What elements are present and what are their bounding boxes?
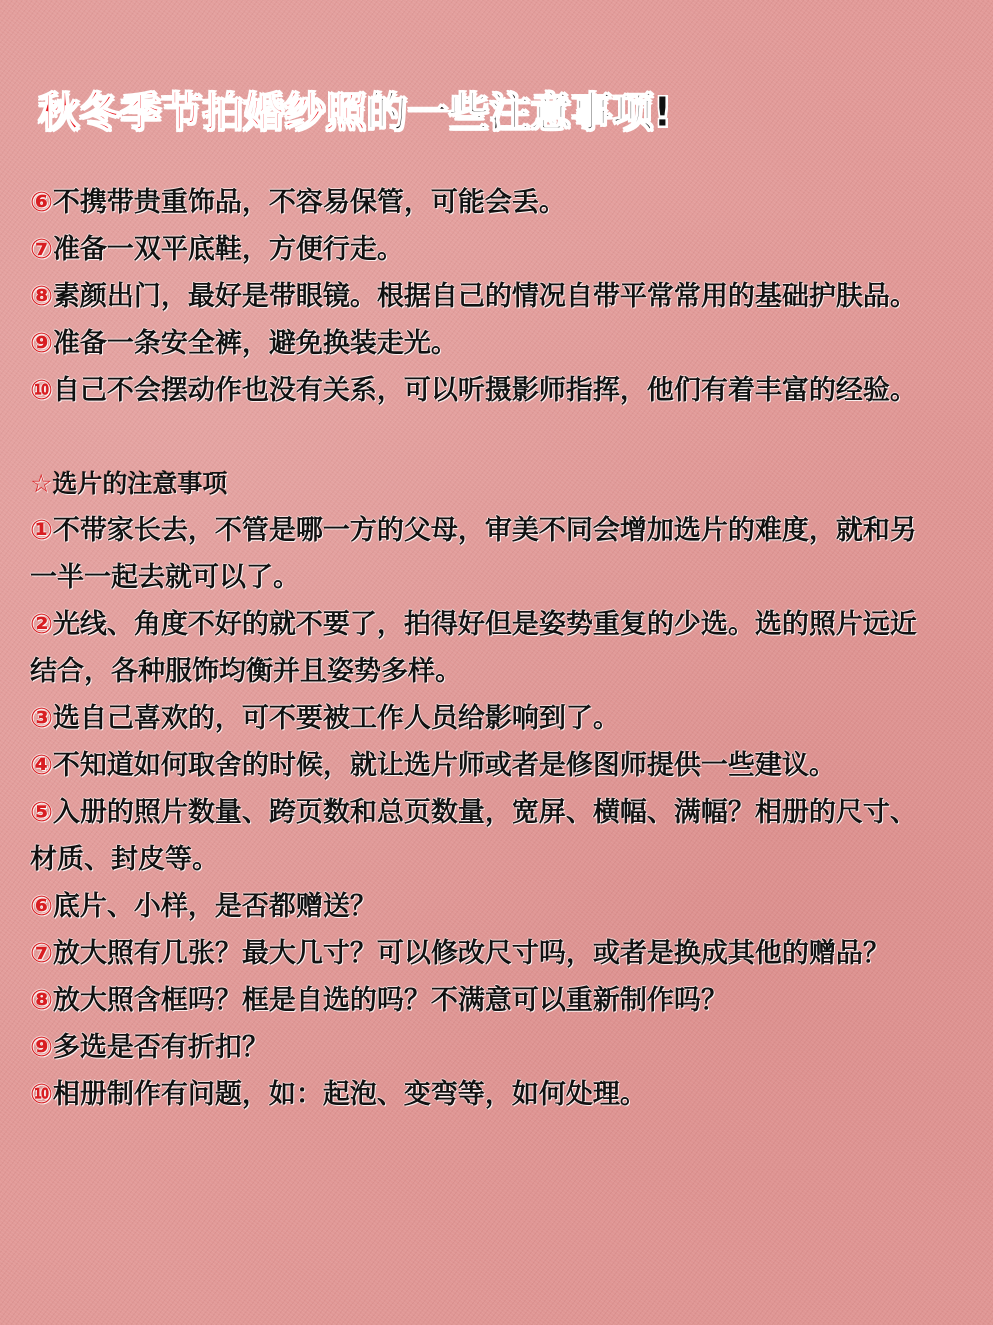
title-highlight: 秋冬季节拍婚纱照 <box>38 88 366 136</box>
tip-text: 放大照含框吗？框是自选的吗？不满意可以重新制作吗？ <box>52 985 728 1016</box>
tip-text: 自己不会摆动作也没有关系，可以听摄影师指挥，他们有着丰富的经验。 <box>52 375 917 406</box>
page-title <box>38 80 930 144</box>
selection-tip-item <box>30 977 930 1024</box>
selection-tips-section <box>30 507 930 1118</box>
star-icon: ☆ <box>30 469 53 498</box>
selection-tip-item <box>30 930 930 977</box>
tip-item <box>30 367 930 414</box>
tip-number: ⑨ <box>30 328 53 359</box>
tip-number: ⑧ <box>30 985 53 1016</box>
selection-tip-item <box>30 742 930 789</box>
tip-text: 底片、小样，是否都赠送？ <box>52 891 377 922</box>
tip-text: 不带家长去，不管是哪一方的父母，审美不同会增加选片的难度，就和另一半一起去就可以了。 <box>30 515 917 593</box>
tip-text: 不知道如何取舍的时候，就让选片师或者是修图师提供一些建议。 <box>52 750 836 781</box>
tip-item <box>30 179 930 226</box>
selection-tip-item <box>30 695 930 742</box>
tip-number: ⑩ <box>30 1079 53 1110</box>
tip-text: 素颜出门，最好是带眼镜。根据自己的情况自带平常常用的基础护肤品。 <box>52 281 917 312</box>
tip-text: 相册制作有问题，如：起泡、变弯等，如何处理。 <box>52 1079 647 1110</box>
tips-section <box>30 179 930 414</box>
tip-item <box>30 273 930 320</box>
title-rest: 的一些注意事项! <box>366 88 672 136</box>
tip-text: 光线、角度不好的就不要了，拍得好但是姿势重复的少选。选的照片远近结合，各种服饰均衡并且姿势多样。 <box>30 609 917 687</box>
tip-text: 准备一条安全裤，避免换装走光。 <box>52 328 458 359</box>
section-heading-text: 选片的注意事项 <box>52 469 228 498</box>
selection-tip-item <box>30 1024 930 1071</box>
tip-text: 多选是否有折扣？ <box>52 1032 269 1063</box>
section-heading <box>30 460 930 507</box>
selection-tip-item <box>30 789 930 883</box>
tip-number: ④ <box>30 750 53 781</box>
selection-tip-item <box>30 883 930 930</box>
tip-number: ⑦ <box>30 938 53 969</box>
tip-text: 不携带贵重饰品，不容易保管，可能会丢。 <box>52 187 566 218</box>
tip-text: 选自己喜欢的，可不要被工作人员给影响到了。 <box>52 703 620 734</box>
tip-number: ③ <box>30 703 53 734</box>
spacer <box>30 414 930 460</box>
tip-number: ⑥ <box>30 891 53 922</box>
selection-tip-item <box>30 601 930 695</box>
tip-text: 入册的照片数量、跨页数和总页数量，宽屏、横幅、满幅？相册的尺寸、材质、封皮等。 <box>30 797 917 875</box>
tip-item <box>30 320 930 367</box>
selection-tip-item <box>30 507 930 601</box>
selection-tip-item <box>30 1071 930 1118</box>
tip-text: 准备一双平底鞋，方便行走。 <box>52 234 404 265</box>
tip-item <box>30 226 930 273</box>
tip-number: ⑧ <box>30 281 53 312</box>
tip-number: ⑦ <box>30 234 53 265</box>
tip-number: ⑥ <box>30 187 53 218</box>
tip-number: ⑩ <box>30 375 53 406</box>
tip-number: ② <box>30 609 53 640</box>
tip-number: ① <box>30 515 53 546</box>
tip-number: ⑨ <box>30 1032 53 1063</box>
tip-text: 放大照有几张？最大几寸？可以修改尺寸吗，或者是换成其他的赠品？ <box>52 938 890 969</box>
tip-number: ⑤ <box>30 797 53 828</box>
article <box>30 80 930 1118</box>
